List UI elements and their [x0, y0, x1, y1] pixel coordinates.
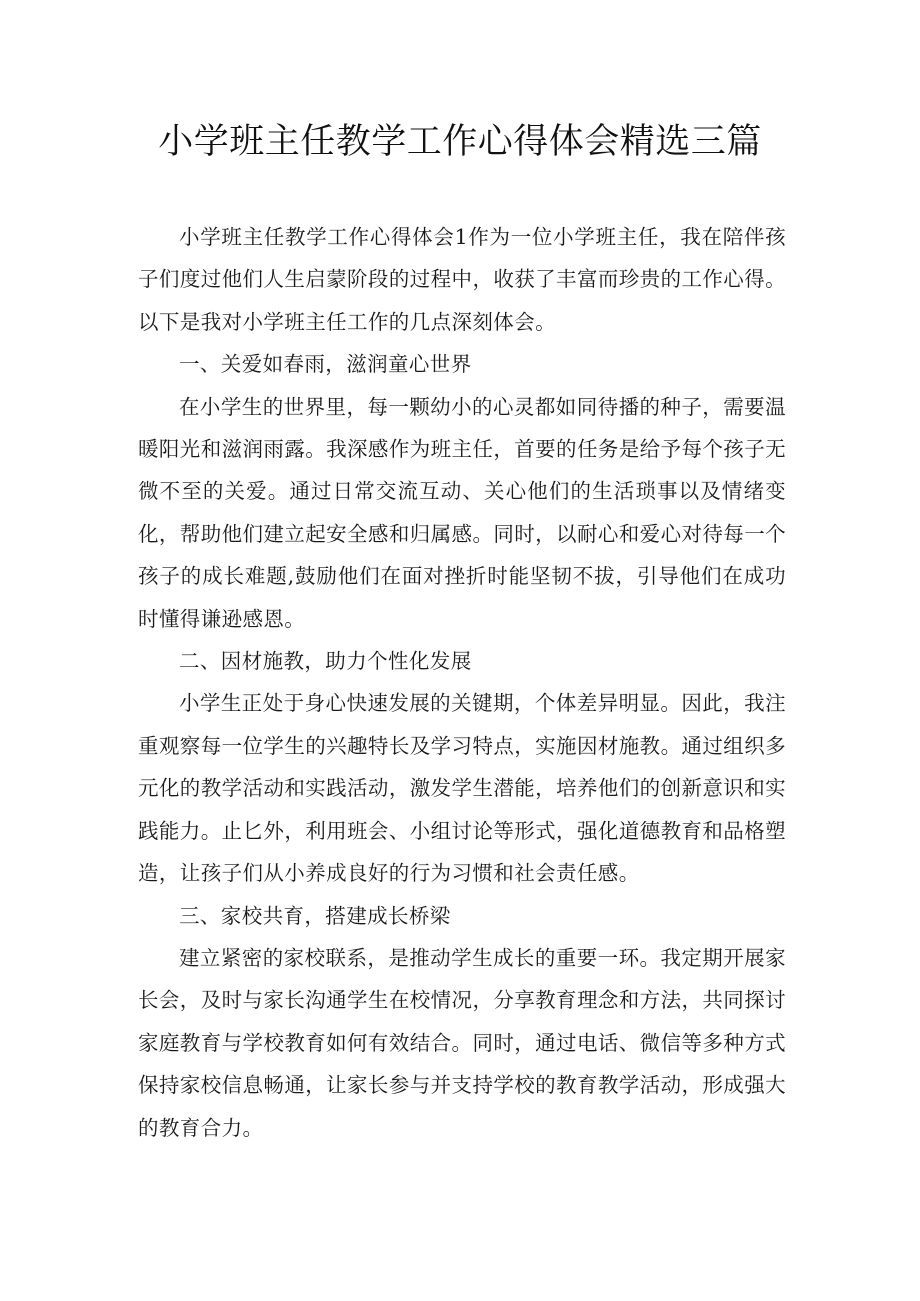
document-title: 小学班主任教学工作心得体会精选三篇 [158, 122, 762, 162]
section-paragraph-1: 在小学生的世界里，每一颗幼小的心灵都如同待播的种子，需要温暖阳光和滋润雨露。我深感作为班主任，首要的任务是给予每个孩子无微不至的关爱。通过日常交流互动、关心他们的生活琐事以及情绪变化，帮助他们建立起安全感和归属感。同时，以耐心和爱心对待每一个孩子的成长难题,鼓励他们在面对挫折时能坚韧不拔，引导他们在成功时懂得谦逊感恩。 [138, 394, 786, 631]
section-heading-2: 二、因材施教，助力个性化发展 [179, 649, 472, 674]
section-paragraph-2: 小学生正处于身心快速发展的关键期，个体差异明显。因此，我注重观察每一位学生的兴趣特长及学习特点，实施因材施教。通过组织多元化的教学活动和实践活动，激发学生潜能，培养他们的创新意识和实践能力。止匕外，利用班会、小组讨论等形式，强化道德教育和品格塑造，让孩子们从小养成良好的行为习惯和社会责任感。 [138, 691, 786, 886]
section-paragraph-3: 建立紧密的家校联系，是推动学生成长的重要一环。我定期开展家长会，及时与家长沟通学生在校情况，分享教育理念和方法，共同探讨家庭教育与学校教育如何有效结合。同时，通过电话、微信等多种方式保持家校信息畅通，让家长参与并支持学校的教育教学活动，形成强大的教育合力。 [138, 945, 786, 1140]
intro-paragraph: 小学班主任教学工作心得体会1作为一位小学班主任，我在陪伴孩子们度过他们人生启蒙阶段的过程中，收获了丰富而珍贵的工作心得。以下是我对小学班主任工作的几点深刻体会。 [138, 225, 786, 334]
section-heading-1: 一、关爱如春雨，滋润童心世界 [179, 352, 472, 377]
document-body [138, 216, 786, 1149]
section-heading-3: 三、家校共育，搭建成长桥梁 [179, 903, 451, 928]
